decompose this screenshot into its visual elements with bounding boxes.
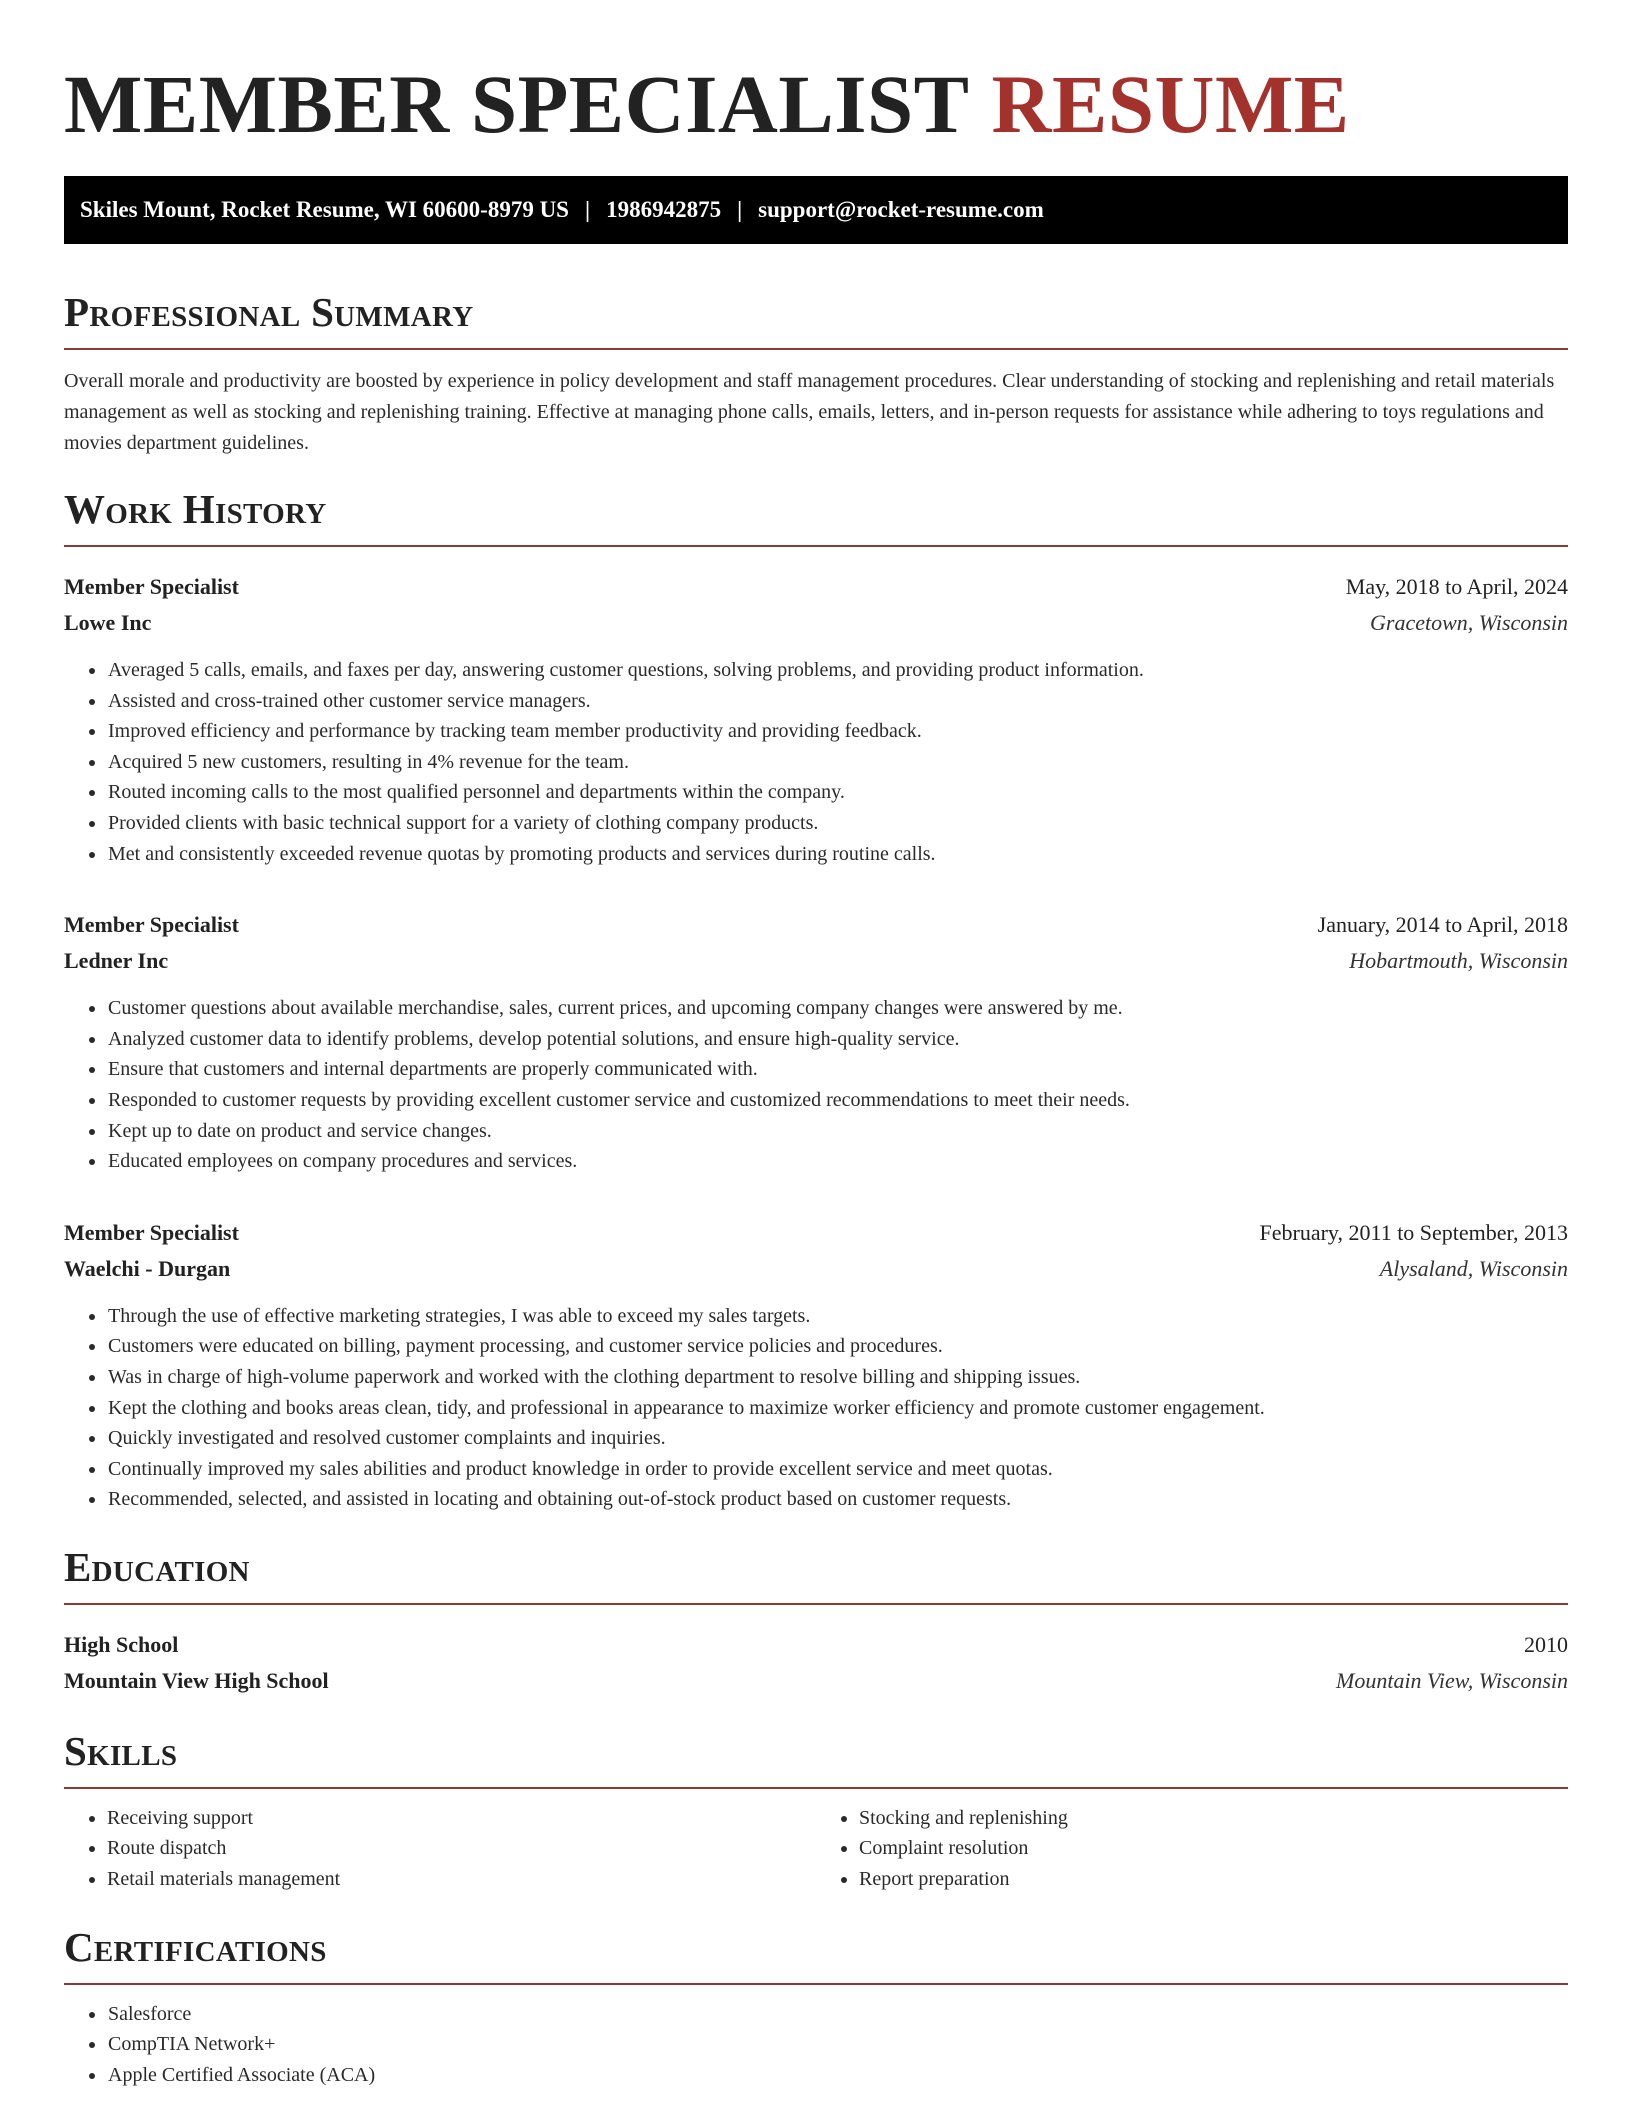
skill-item: • Stocking and replenishing: [859, 1803, 1568, 1834]
summary-section: [64, 290, 1568, 459]
job-location: Gracetown, Wisconsin: [1370, 610, 1568, 635]
certification-item: • Apple Certified Associate (ACA): [107, 2060, 1568, 2091]
section-heading-summary: Professional Summary: [64, 290, 1568, 350]
job-entry: [64, 569, 1568, 869]
summary-text: Overall morale and productivity are boosted by experience in policy development and staff management procedures. Clear understanding of stocking and replenishing and retail materials management as well as stocking and replenishing training. Effective at managing phone calls, emails, letters, and in-person requests for assistance while adhering to toys regulations and movies department guidelines.: [64, 370, 1555, 454]
certifications-list: [64, 1999, 1568, 2091]
section-heading-skills: Skills: [64, 1729, 1568, 1789]
job-dates: January, 2014 to April, 2018: [1317, 912, 1568, 938]
job-bullets: [64, 655, 1568, 869]
list-item: • Kept up to date on product and service changes.: [107, 1116, 1568, 1147]
job-bullets: [64, 993, 1568, 1177]
list-item: • Acquired 5 new customers, resulting in 4% revenue for the team.: [107, 747, 1568, 778]
job-company: Lowe Inc: [64, 610, 152, 635]
list-item: • Ensure that customers and internal departments are properly communicated with.: [107, 1054, 1568, 1085]
resume-title: [64, 58, 1568, 150]
list-item: • Quickly investigated and resolved customer complaints and inquiries.: [107, 1423, 1568, 1454]
skill-item: • Retail materials management: [107, 1864, 816, 1895]
certification-item: • CompTIA Network+: [107, 2029, 1568, 2060]
list-item: • Routed incoming calls to the most qualified personnel and departments within the company.: [107, 777, 1568, 808]
education-location: Mountain View, Wisconsin: [1336, 1667, 1568, 1693]
job-entry: [64, 1215, 1568, 1515]
list-item: • Kept the clothing and books areas clean, tidy, and professional in appearance to maximize worker efficiency and promote customer engagement.: [107, 1393, 1568, 1424]
education-entry: [64, 1627, 1568, 1699]
job-location: Hobartmouth, Wisconsin: [1349, 948, 1568, 974]
list-item: • Through the use of effective marketing strategies, I was able to exceed my sales targets.: [107, 1301, 1568, 1332]
list-item: • Educated employees on company procedures and services.: [107, 1146, 1568, 1177]
skill-item: • Receiving support: [107, 1803, 816, 1834]
certifications-section: [64, 1925, 1568, 2091]
work-history-section: [64, 487, 1568, 1515]
skills-list-right: [816, 1803, 1568, 1895]
list-item: • Customer questions about available merchandise, sales, current prices, and upcoming company changes were answered by me.: [107, 993, 1568, 1024]
contact-separator: |: [584, 197, 591, 222]
education-school: Mountain View High School: [64, 1667, 329, 1693]
contact-email: support@rocket-resume.com: [758, 197, 1044, 222]
education-year: 2010: [1524, 1631, 1568, 1657]
skill-item: • Route dispatch: [107, 1833, 816, 1864]
skill-item: • Report preparation: [859, 1864, 1568, 1895]
job-dates: May, 2018 to April, 2024: [1345, 574, 1568, 599]
job-company: Ledner Inc: [64, 948, 169, 974]
section-heading-education: Education: [64, 1545, 1568, 1605]
contact-bar: [64, 176, 1568, 244]
job-entry: [64, 907, 1568, 1177]
skill-item: • Complaint resolution: [859, 1833, 1568, 1864]
contact-separator: |: [737, 197, 743, 222]
contact-address: Skiles Mount, Rocket Resume, WI 60600-8979 US: [80, 197, 569, 222]
contact-phone: 1986942875: [606, 197, 722, 222]
list-item: • Customers were educated on billing, payment processing, and customer service policies and procedures.: [107, 1331, 1568, 1362]
skills-list-left: [64, 1803, 816, 1895]
job-dates: February, 2011 to September, 2013: [1259, 1219, 1568, 1245]
section-heading-work: Work History: [64, 487, 1568, 547]
education-section: [64, 1545, 1568, 1699]
job-title: Member Specialist: [64, 912, 239, 938]
list-item: • Analyzed customer data to identify problems, develop potential solutions, and ensure high-quality service.: [107, 1024, 1568, 1055]
list-item: • Was in charge of high-volume paperwork and worked with the clothing department to resolve billing and shipping issues.: [107, 1362, 1568, 1393]
skills-columns: [64, 1803, 1568, 1895]
list-item: • Averaged 5 calls, emails, and faxes per day, answering customer questions, solving problems, and providing product information.: [107, 655, 1568, 686]
job-bullets: [64, 1301, 1568, 1515]
certification-item: • Salesforce: [107, 1999, 1568, 2030]
list-item: • Improved efficiency and performance by tracking team member productivity and providing feedback.: [107, 716, 1568, 747]
title-resume: RESUME: [991, 58, 1350, 150]
job-title: Member Specialist: [64, 1219, 239, 1245]
job-location: Alysaland, Wisconsin: [1379, 1255, 1568, 1281]
title-job: MEMBER SPECIALIST: [64, 58, 970, 150]
job-title: Member Specialist: [64, 574, 239, 599]
section-heading-certifications: Certifications: [64, 1925, 1568, 1985]
list-item: • Assisted and cross-trained other customer service managers.: [107, 686, 1568, 717]
education-degree: High School: [64, 1631, 179, 1657]
list-item: • Responded to customer requests by providing excellent customer service and customized recommendations to meet their needs.: [107, 1085, 1568, 1116]
skills-section: [64, 1729, 1568, 1895]
list-item: • Provided clients with basic technical support for a variety of clothing company products.: [107, 808, 1568, 839]
list-item: • Met and consistently exceeded revenue quotas by promoting products and services during routine calls.: [107, 839, 1568, 870]
list-item: • Continually improved my sales abilities and product knowledge in order to provide excellent service and meet quotas.: [107, 1454, 1568, 1485]
list-item: • Recommended, selected, and assisted in locating and obtaining out-of-stock product based on customer requests.: [107, 1484, 1568, 1515]
job-company: Waelchi - Durgan: [64, 1255, 231, 1281]
